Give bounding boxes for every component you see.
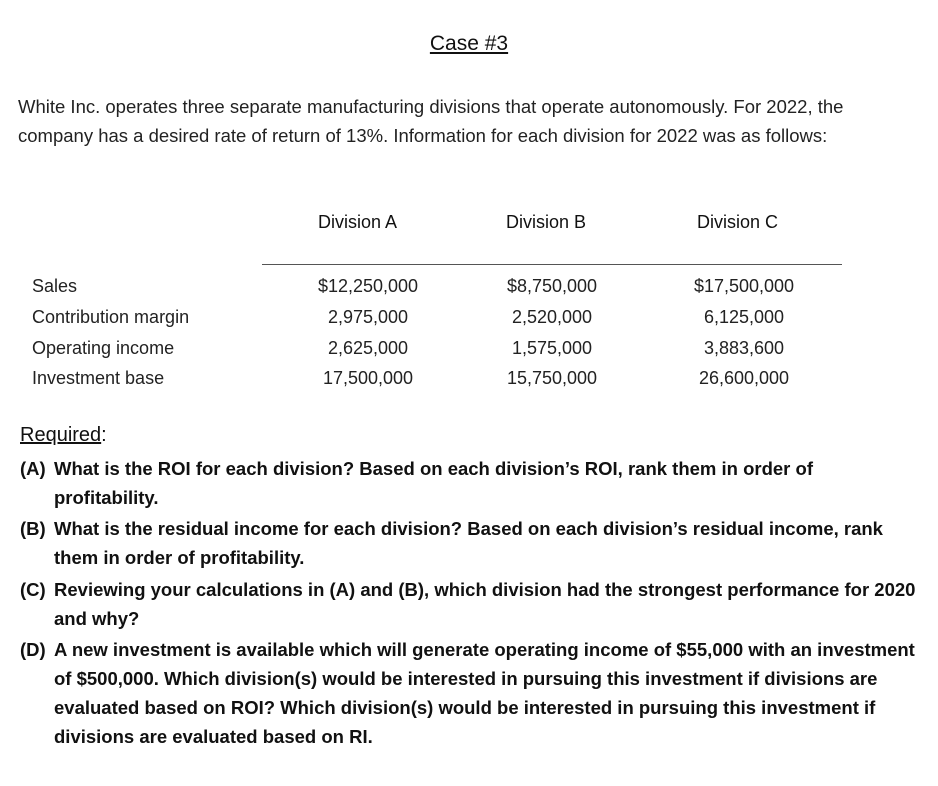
cell-sales-division-b: $8,750,000 [506,276,598,296]
row-label-investment-base: Investment base [32,368,165,388]
column-header-division-b: Division B [506,212,587,232]
question-c-letter: (C) [20,579,46,600]
cell-operating-income-division-a: 2,625,000 [327,338,409,358]
cell-operating-income-division-b: 1,575,000 [511,338,593,358]
question-a-letter: (A) [20,458,46,479]
question-b-text: What is the residual income for each division? Based on each division’s residual income, rank them in order of profitability. [54,518,883,568]
row-label-operating-income: Operating income [32,338,175,358]
question-d-letter: (D) [20,639,46,660]
required-heading-text: Required [20,424,102,446]
question-d [20,635,920,751]
cell-investment-base-division-a: 17,500,000 [322,368,414,388]
required-heading-colon: : [101,424,107,446]
row-label-sales: Sales [32,276,78,296]
intro-paragraph: White Inc. operates three separate manufacturing divisions that operate autonomously. For 2022, the company has a desired rate of return of 13%. Information for each division for 2022 was as follows: [18,96,844,146]
cell-sales-division-a: $12,250,000 [317,276,419,296]
cell-operating-income-division-c: 3,883,600 [703,338,785,358]
question-d-text: A new investment is available which will generate operating income of $55,000 with an investment of $500,000. Which division(s) would be interested in pursuing this investment if divisions are evaluated based on ROI? Which division(s) would be interested in pursuing this investment if divisions are evaluated based on RI. [54,639,915,747]
column-header-division-c: Division C [697,212,779,232]
required-heading [20,424,107,447]
question-b-letter: (B) [20,518,46,539]
question-b [20,514,920,572]
case-title: Case #3 [429,32,509,55]
cell-contribution-margin-division-b: 2,520,000 [511,307,593,327]
question-a [20,454,920,512]
question-a-text: What is the ROI for each division? Based on each division’s ROI, rank them in order of profitability. [54,458,813,508]
cell-investment-base-division-c: 26,600,000 [698,368,790,388]
question-c-text: Reviewing your calculations in (A) and (B), which division had the strongest performance for 2020 and why? [54,579,916,629]
table-header-divider [262,264,842,265]
column-header-division-a: Division A [318,212,398,232]
row-label-contribution-margin: Contribution margin [32,307,190,327]
cell-contribution-margin-division-c: 6,125,000 [703,307,785,327]
cell-contribution-margin-division-a: 2,975,000 [327,307,409,327]
cell-investment-base-division-b: 15,750,000 [506,368,598,388]
cell-sales-division-c: $17,500,000 [693,276,795,296]
question-c [20,575,920,633]
